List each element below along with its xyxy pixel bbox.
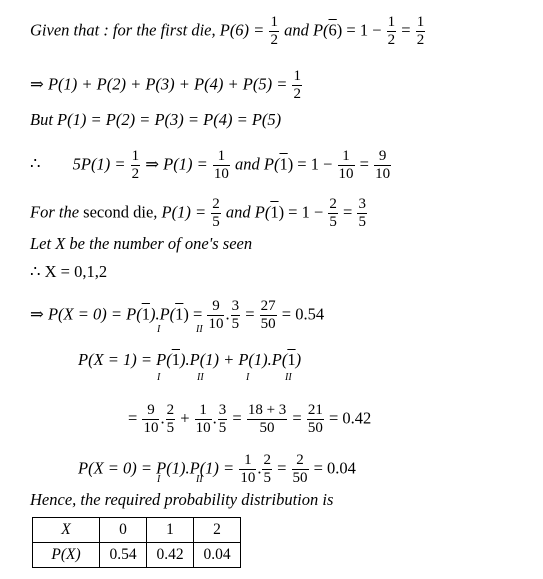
fraction: $\frac{2}{50}$ (292, 452, 308, 486)
fraction: $\frac{21}{50}$ (307, 402, 323, 436)
fraction: $\frac{2}{5}$ (212, 196, 220, 230)
fraction: $\frac{3}{5}$ (231, 298, 240, 332)
line-let-x: Let X be the number of one's seen (30, 234, 253, 253)
line-px2: P(X = 0) = P(1).P(1) = $\frac{1}{10}$ . $\frac{2}{5}$ = $\frac{2}{50}$ = 0.04 (78, 452, 356, 486)
table-row (33, 543, 241, 568)
table-cell: 0 (100, 518, 147, 543)
fraction: $\frac{1}{10}$ (240, 452, 256, 486)
subscript-label: I (157, 372, 161, 383)
fraction: $\frac{1}{10}$ (338, 148, 354, 182)
subscript-label: II (285, 372, 292, 383)
line-hence: Hence, the required probability distribution is (30, 490, 334, 509)
fraction: $\frac{9}{10}$ (143, 402, 159, 436)
fraction: $\frac{1}{2}$ (293, 68, 301, 102)
table-row (33, 518, 241, 543)
fraction: $\frac{1}{2}$ (416, 14, 425, 48)
line-given-first-die: Given that : for the first die, P(6) = $\frac{1}{2}$ and P(6) = 1 − $\frac{1}{2}$ = $\frac{1}{2}$ (30, 14, 425, 48)
fraction: $\frac{2}{5}$ (329, 196, 337, 230)
table-cell: 0.42 (147, 543, 194, 568)
fraction: $\frac{1}{2}$ (270, 14, 278, 48)
fraction: $\frac{1}{10}$ (195, 402, 211, 436)
fraction: $\frac{9}{10}$ (375, 148, 391, 182)
fraction: $\frac{1}{10}$ (213, 148, 229, 182)
fraction: $\frac{9}{10}$ (208, 298, 224, 332)
table-cell: 2 (194, 518, 241, 543)
line-sum-probabilities: ⇒ P(1) + P(2) + P(3) + P(4) + P(5) = $\frac{1}{2}$ (30, 68, 301, 102)
fraction: $\frac{3}{5}$ (218, 402, 227, 436)
subscript-label: II (196, 324, 203, 335)
line-px0: ⇒ P(X = 0) = P(1).P(1) = $\frac{9}{10}$ . $\frac{3}{5}$ = $\frac{27}{50}$ = 0.54 (30, 298, 325, 332)
subscript-label: I (246, 372, 250, 383)
fraction: $\frac{18 + 3}{50}$ (247, 402, 287, 436)
line-equal-probabilities: But P(1) = P(2) = P(3) = P(4) = P(5) (30, 110, 282, 129)
line-px1-calculation: = $\frac{9}{10}$ . $\frac{2}{5}$ + $\frac{1}{10}$ . $\frac{3}{5}$ = $\frac{18 + 3}{50}$ = $\frac{21}{50}$ = 0.42 (128, 402, 372, 436)
subscript-label: I (157, 474, 161, 485)
fraction: $\frac{2}{5}$ (166, 402, 175, 436)
line-x-values: ∴ X = 0,1,2 (30, 262, 108, 281)
fraction: $\frac{2}{5}$ (263, 452, 271, 486)
subscript-label: I (157, 324, 161, 335)
fraction: $\frac{3}{5}$ (358, 196, 366, 230)
fraction: $\frac{27}{50}$ (260, 298, 276, 332)
table-cell: 1 (147, 518, 194, 543)
table-cell: 0.04 (194, 543, 241, 568)
subscript-label: II (196, 474, 203, 485)
fraction: $\frac{1}{2}$ (131, 148, 140, 182)
subscript-label: II (197, 372, 204, 383)
table-cell: X (33, 518, 100, 543)
table-cell: P(X) (33, 543, 100, 568)
table-cell: 0.54 (100, 543, 147, 568)
line-second-die: For the second die, P(1) = $\frac{2}{5}$ and P(1) = 1 − $\frac{2}{5}$ = $\frac{3}{5}$ (30, 196, 366, 230)
line-therefore-p1: ∴ 5P(1) = $\frac{1}{2}$ ⇒ P(1) = $\frac{1}{10}$ and P(1) = 1 − $\frac{1}{10}$ = $\frac{9}{10}$ (30, 148, 391, 182)
fraction: $\frac{1}{2}$ (387, 14, 396, 48)
probability-distribution-table (32, 517, 241, 568)
line-px1: P(X = 1) = P(1).P(1) + P(1).P(1) (78, 350, 302, 369)
